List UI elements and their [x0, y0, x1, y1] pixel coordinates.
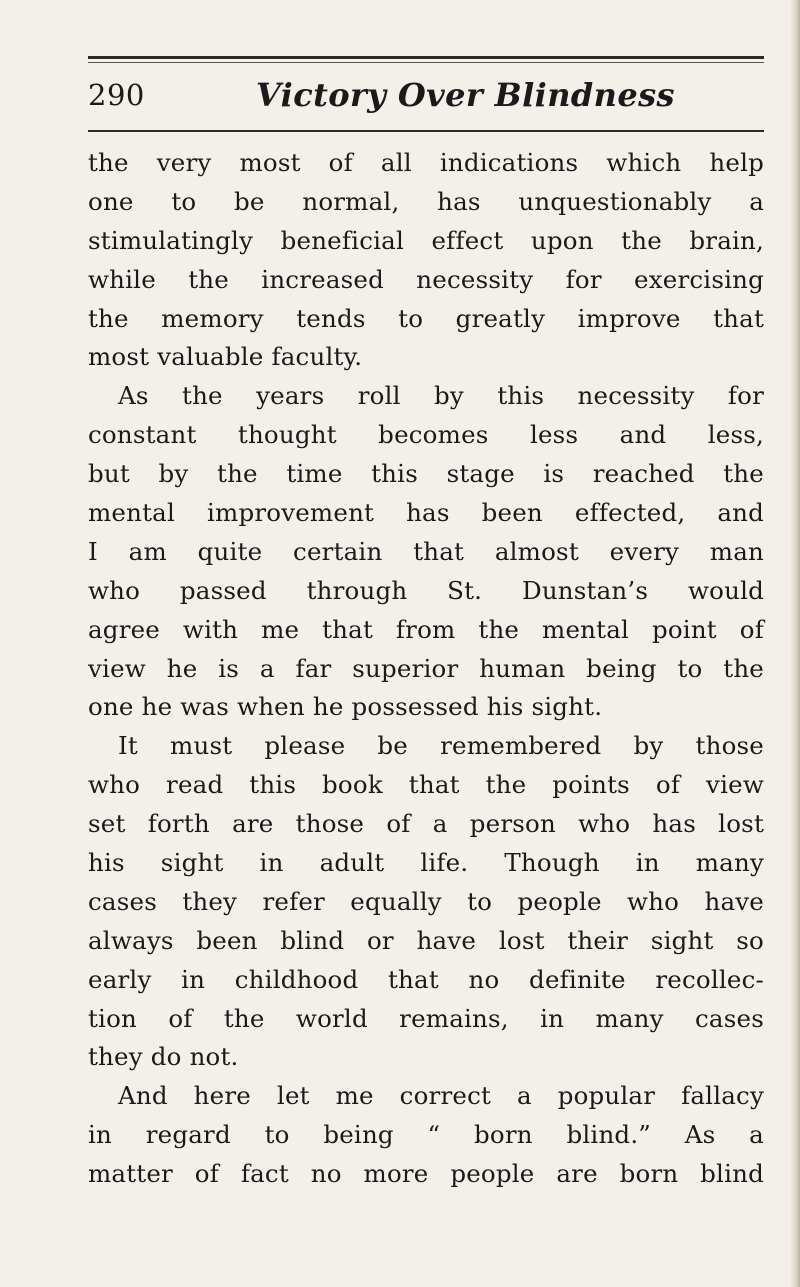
running-title: Victory Over Blindness — [256, 76, 675, 114]
text-line: the very most of all indications which help — [88, 148, 764, 177]
text-line: the memory tends to greatly improve that — [88, 303, 764, 333]
text-line: always been blind or have lost their sight so — [88, 925, 764, 955]
text-line: set forth are those of a person who has lost — [88, 809, 764, 839]
paragraph-start-line: As the years roll by this necessity for — [118, 381, 764, 411]
page-number: 290 — [88, 78, 145, 112]
paragraph-start-line: It must please be remembered by those — [118, 731, 764, 761]
text-line: they do not. — [88, 1042, 239, 1072]
text-line: agree with me that from the mental point of — [88, 614, 764, 644]
text-line: early in childhood that no definite recollec- — [88, 964, 764, 994]
text-line: mental improvement has been effected, and — [88, 498, 764, 528]
text-line: I am quite certain that almost every man — [88, 536, 764, 566]
text-line: one to be normal, has unquestionably a — [88, 186, 764, 216]
text-line: who read this book that the points of view — [88, 770, 764, 800]
text-line: tion of the world remains, in many cases — [88, 1003, 764, 1033]
text-line: most valuable faculty. — [88, 342, 363, 372]
text-line: but by the time this stage is reached the — [88, 459, 764, 489]
text-line: his sight in adult life. Though in many — [88, 848, 764, 878]
running-header — [88, 76, 764, 126]
paragraph-start-line: And here let me correct a popular fallacy — [118, 1081, 764, 1111]
text-line: who passed through St. Dunstan’s would — [88, 575, 764, 605]
text-line: constant thought becomes less and less, — [88, 420, 764, 450]
header-rule-top — [88, 56, 764, 59]
body-text — [88, 144, 764, 1194]
header-rule-top-thin — [88, 62, 764, 63]
page-edge-shadow — [790, 0, 800, 1287]
text-line: one he was when he possessed his sight. — [88, 692, 603, 722]
header-rule-bottom — [88, 130, 764, 132]
text-line: cases they refer equally to people who have — [88, 886, 764, 916]
text-line: while the increased necessity for exercising — [88, 264, 764, 294]
text-line: stimulatingly beneficial effect upon the brain, — [88, 225, 764, 255]
text-line: matter of fact no more people are born blind — [88, 1159, 764, 1189]
text-line: view he is a far superior human being to the — [88, 653, 764, 683]
text-line: in regard to being “ born blind.” As a — [88, 1120, 764, 1150]
